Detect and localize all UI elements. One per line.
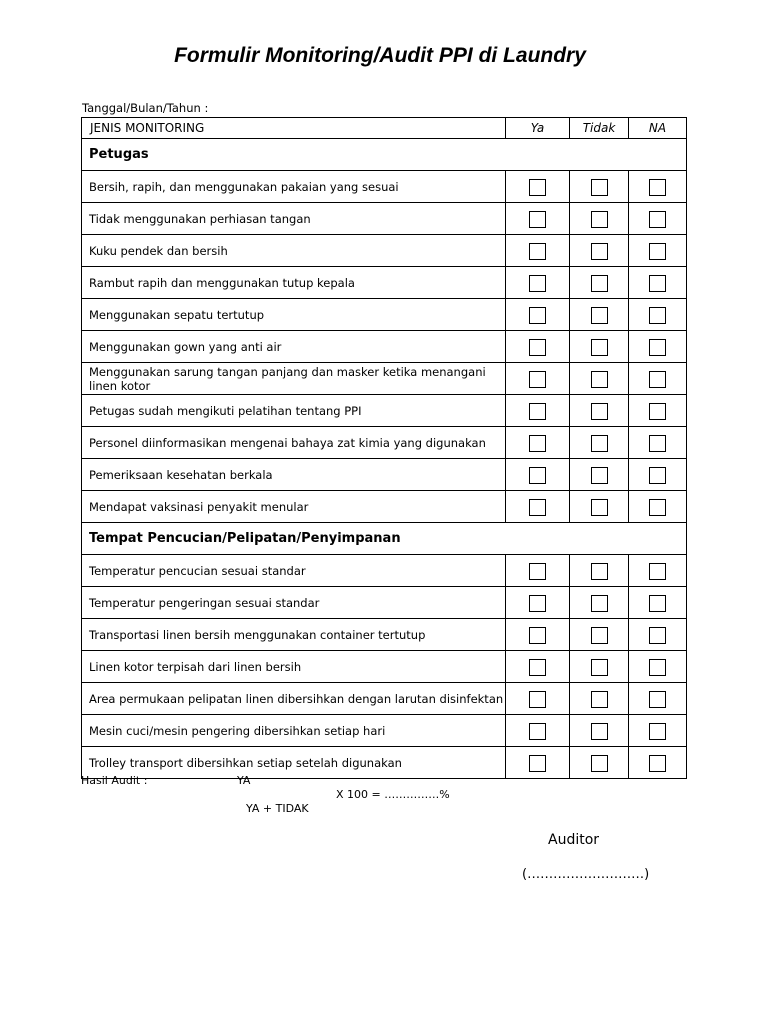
cell-na bbox=[629, 651, 687, 683]
checkbox-ya[interactable] bbox=[529, 275, 546, 292]
cell-tidak bbox=[570, 331, 629, 363]
cell-na bbox=[629, 203, 687, 235]
checkbox-ya[interactable] bbox=[529, 307, 546, 324]
table-header-row bbox=[82, 118, 687, 139]
item-label: Linen kotor terpisah dari linen bersih bbox=[82, 651, 506, 683]
auditor-label: Auditor bbox=[548, 832, 600, 848]
item-label: Kuku pendek dan bersih bbox=[82, 235, 506, 267]
auditor-signature-line: (………………………) bbox=[522, 867, 650, 882]
item-label: Temperatur pengeringan sesuai standar bbox=[82, 587, 506, 619]
table-row bbox=[82, 683, 687, 715]
checkbox-na[interactable] bbox=[649, 563, 666, 580]
cell-tidak bbox=[570, 299, 629, 331]
section-row bbox=[82, 523, 687, 555]
checkbox-tidak[interactable] bbox=[591, 435, 608, 452]
checkbox-tidak[interactable] bbox=[591, 243, 608, 260]
checkbox-na[interactable] bbox=[649, 403, 666, 420]
header-ya: Ya bbox=[506, 118, 570, 139]
checkbox-tidak[interactable] bbox=[591, 307, 608, 324]
item-label: Mendapat vaksinasi penyakit menular bbox=[82, 491, 506, 523]
checkbox-tidak[interactable] bbox=[591, 627, 608, 644]
checkbox-tidak[interactable] bbox=[591, 371, 608, 388]
header-tidak: Tidak bbox=[570, 118, 629, 139]
cell-na bbox=[629, 587, 687, 619]
cell-na bbox=[629, 555, 687, 587]
cell-tidak bbox=[570, 619, 629, 651]
checkbox-ya[interactable] bbox=[529, 691, 546, 708]
table-row bbox=[82, 203, 687, 235]
cell-ya bbox=[506, 395, 570, 427]
cell-ya bbox=[506, 459, 570, 491]
checkbox-tidak[interactable] bbox=[591, 499, 608, 516]
cell-tidak bbox=[570, 363, 629, 395]
cell-na bbox=[629, 715, 687, 747]
item-label: Trolley transport dibersihkan setiap setelah digunakan bbox=[82, 747, 506, 779]
table-row bbox=[82, 587, 687, 619]
table-row bbox=[82, 171, 687, 203]
checkbox-ya[interactable] bbox=[529, 211, 546, 228]
cell-na bbox=[629, 427, 687, 459]
cell-na bbox=[629, 683, 687, 715]
checkbox-na[interactable] bbox=[649, 595, 666, 612]
table-row bbox=[82, 491, 687, 523]
checkbox-tidak[interactable] bbox=[591, 211, 608, 228]
table-row bbox=[82, 619, 687, 651]
cell-tidak bbox=[570, 267, 629, 299]
cell-tidak bbox=[570, 171, 629, 203]
cell-ya bbox=[506, 587, 570, 619]
cell-tidak bbox=[570, 651, 629, 683]
hasil-audit-label: Hasil Audit : bbox=[81, 774, 148, 787]
cell-tidak bbox=[570, 715, 629, 747]
cell-ya bbox=[506, 619, 570, 651]
item-label: Menggunakan gown yang anti air bbox=[82, 331, 506, 363]
checkbox-na[interactable] bbox=[649, 275, 666, 292]
checkbox-tidak[interactable] bbox=[591, 659, 608, 676]
checkbox-na[interactable] bbox=[649, 723, 666, 740]
checkbox-na[interactable] bbox=[649, 755, 666, 772]
formula-numerator: YA bbox=[237, 774, 251, 787]
cell-na bbox=[629, 395, 687, 427]
checkbox-na[interactable] bbox=[649, 627, 666, 644]
date-label: Tanggal/Bulan/Tahun : bbox=[82, 101, 209, 115]
item-label: Tidak menggunakan perhiasan tangan bbox=[82, 203, 506, 235]
item-label: Transportasi linen bersih menggunakan container tertutup bbox=[82, 619, 506, 651]
item-label: Temperatur pencucian sesuai standar bbox=[82, 555, 506, 587]
checkbox-na[interactable] bbox=[649, 499, 666, 516]
cell-tidak bbox=[570, 203, 629, 235]
checkbox-tidak[interactable] bbox=[591, 179, 608, 196]
page-title: Formulir Monitoring/Audit PPI di Laundry bbox=[174, 44, 586, 67]
cell-tidak bbox=[570, 555, 629, 587]
header-na: NA bbox=[629, 118, 687, 139]
cell-ya bbox=[506, 203, 570, 235]
cell-ya bbox=[506, 235, 570, 267]
checkbox-ya[interactable] bbox=[529, 659, 546, 676]
cell-ya bbox=[506, 363, 570, 395]
checkbox-na[interactable] bbox=[649, 435, 666, 452]
cell-ya bbox=[506, 651, 570, 683]
section-title: Tempat Pencucian/Pelipatan/Penyimpanan bbox=[82, 523, 687, 555]
checkbox-ya[interactable] bbox=[529, 467, 546, 484]
item-label: Pemeriksaan kesehatan berkala bbox=[82, 459, 506, 491]
cell-tidak bbox=[570, 587, 629, 619]
checkbox-tidak[interactable] bbox=[591, 755, 608, 772]
table-row bbox=[82, 715, 687, 747]
cell-na bbox=[629, 619, 687, 651]
checkbox-ya[interactable] bbox=[529, 403, 546, 420]
table-row bbox=[82, 363, 687, 395]
monitoring-table bbox=[81, 117, 687, 779]
cell-ya bbox=[506, 331, 570, 363]
checkbox-ya[interactable] bbox=[529, 627, 546, 644]
checkbox-ya[interactable] bbox=[529, 371, 546, 388]
cell-ya bbox=[506, 171, 570, 203]
item-label: Rambut rapih dan menggunakan tutup kepala bbox=[82, 267, 506, 299]
table-row bbox=[82, 651, 687, 683]
cell-na bbox=[629, 171, 687, 203]
cell-tidak bbox=[570, 683, 629, 715]
checkbox-ya[interactable] bbox=[529, 243, 546, 260]
formula-denominator: YA + TIDAK bbox=[246, 802, 309, 815]
checkbox-ya[interactable] bbox=[529, 723, 546, 740]
section-row bbox=[82, 139, 687, 171]
checkbox-ya[interactable] bbox=[529, 179, 546, 196]
checkbox-na[interactable] bbox=[649, 371, 666, 388]
checkbox-na[interactable] bbox=[649, 659, 666, 676]
cell-ya bbox=[506, 491, 570, 523]
cell-ya bbox=[506, 683, 570, 715]
cell-ya bbox=[506, 555, 570, 587]
cell-na bbox=[629, 363, 687, 395]
checkbox-na[interactable] bbox=[649, 179, 666, 196]
cell-tidak bbox=[570, 235, 629, 267]
cell-na bbox=[629, 299, 687, 331]
cell-tidak bbox=[570, 459, 629, 491]
table-row bbox=[82, 555, 687, 587]
checkbox-na[interactable] bbox=[649, 467, 666, 484]
cell-na bbox=[629, 267, 687, 299]
header-jenis-monitoring: JENIS MONITORING bbox=[82, 118, 506, 139]
checkbox-tidak[interactable] bbox=[591, 691, 608, 708]
item-label: Menggunakan sarung tangan panjang dan masker ketika menangani linen kotor bbox=[82, 363, 506, 395]
table-row bbox=[82, 395, 687, 427]
cell-ya bbox=[506, 747, 570, 779]
item-label: Petugas sudah mengikuti pelatihan tentang PPI bbox=[82, 395, 506, 427]
checkbox-ya[interactable] bbox=[529, 563, 546, 580]
table-row bbox=[82, 331, 687, 363]
checkbox-na[interactable] bbox=[649, 211, 666, 228]
cell-na bbox=[629, 459, 687, 491]
table-row bbox=[82, 427, 687, 459]
item-label: Bersih, rapih, dan menggunakan pakaian yang sesuai bbox=[82, 171, 506, 203]
cell-na bbox=[629, 491, 687, 523]
checkbox-ya[interactable] bbox=[529, 339, 546, 356]
table-row bbox=[82, 459, 687, 491]
item-label: Personel diinformasikan mengenai bahaya zat kimia yang digunakan bbox=[82, 427, 506, 459]
checkbox-ya[interactable] bbox=[529, 595, 546, 612]
checkbox-na[interactable] bbox=[649, 243, 666, 260]
cell-ya bbox=[506, 299, 570, 331]
cell-na bbox=[629, 331, 687, 363]
checkbox-ya[interactable] bbox=[529, 499, 546, 516]
item-label: Menggunakan sepatu tertutup bbox=[82, 299, 506, 331]
checkbox-tidak[interactable] bbox=[591, 595, 608, 612]
item-label: Mesin cuci/mesin pengering dibersihkan setiap hari bbox=[82, 715, 506, 747]
checkbox-tidak[interactable] bbox=[591, 563, 608, 580]
cell-ya bbox=[506, 267, 570, 299]
cell-ya bbox=[506, 715, 570, 747]
formula-multiplier: X 100 = ……………% bbox=[336, 788, 450, 801]
checkbox-na[interactable] bbox=[649, 339, 666, 356]
cell-tidak bbox=[570, 491, 629, 523]
checkbox-tidak[interactable] bbox=[591, 339, 608, 356]
checkbox-na[interactable] bbox=[649, 691, 666, 708]
checkbox-ya[interactable] bbox=[529, 755, 546, 772]
table-row bbox=[82, 299, 687, 331]
cell-tidak bbox=[570, 427, 629, 459]
checkbox-tidak[interactable] bbox=[591, 723, 608, 740]
table-row bbox=[82, 235, 687, 267]
checkbox-na[interactable] bbox=[649, 307, 666, 324]
checkbox-tidak[interactable] bbox=[591, 403, 608, 420]
checkbox-ya[interactable] bbox=[529, 435, 546, 452]
table-row bbox=[82, 747, 687, 779]
cell-tidak bbox=[570, 395, 629, 427]
cell-tidak bbox=[570, 747, 629, 779]
section-title: Petugas bbox=[82, 139, 687, 171]
cell-ya bbox=[506, 427, 570, 459]
checkbox-tidak[interactable] bbox=[591, 467, 608, 484]
checkbox-tidak[interactable] bbox=[591, 275, 608, 292]
cell-na bbox=[629, 235, 687, 267]
item-label: Area permukaan pelipatan linen dibersihkan dengan larutan disinfektan bbox=[82, 683, 506, 715]
cell-na bbox=[629, 747, 687, 779]
table-row bbox=[82, 267, 687, 299]
